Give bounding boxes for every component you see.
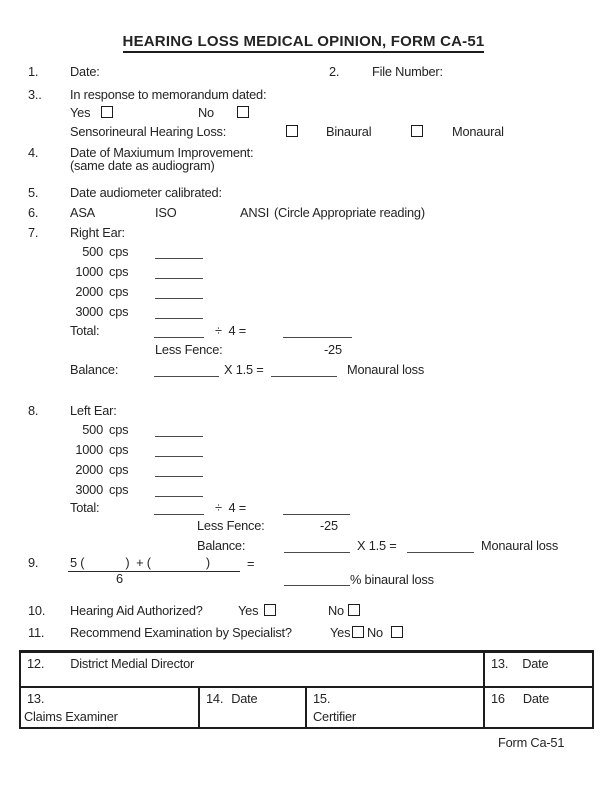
date-14-label: Date xyxy=(231,691,258,706)
left-2000-freq: 2000 xyxy=(75,462,103,477)
date-13-label: Date xyxy=(522,656,549,671)
form-footer: Form Ca-51 xyxy=(498,735,565,750)
item11-number: 11. xyxy=(28,625,45,640)
field-right-total-line[interactable] xyxy=(154,324,204,338)
right-500-label xyxy=(70,244,129,259)
cell-date-13[interactable] xyxy=(485,653,592,686)
cell-date-14[interactable] xyxy=(200,688,307,727)
max-improvement-label: Date of Maxiumum Improvement: xyxy=(70,145,254,160)
specialist-yes-label: Yes xyxy=(330,625,351,640)
cell-date-16[interactable] xyxy=(485,688,592,727)
specialist-yes-checkbox[interactable] xyxy=(352,626,364,638)
field-right-monaural-line[interactable] xyxy=(271,363,337,377)
right-3000-label xyxy=(70,304,129,319)
formula-equals: = xyxy=(247,556,255,571)
specialist-no-label: No xyxy=(367,625,383,640)
cell13b-number: 13. xyxy=(27,691,45,706)
left-500-label xyxy=(70,422,129,437)
cell-certifier[interactable] xyxy=(307,688,485,727)
memo-no-checkbox[interactable] xyxy=(237,106,249,118)
binaural-loss-label: % binaural loss xyxy=(350,572,434,587)
field-right-1000-line[interactable] xyxy=(155,265,203,279)
claims-examiner-label: Claims Examiner xyxy=(24,709,118,724)
field-left-monaural-line[interactable] xyxy=(407,539,474,553)
binaural-label: Binaural xyxy=(326,124,372,139)
date-label: Date: xyxy=(70,64,100,79)
right-2000-freq: 2000 xyxy=(75,284,103,299)
binaural-formula-numerator xyxy=(68,556,240,572)
title-row xyxy=(0,33,607,53)
signature-table xyxy=(19,650,594,729)
left-500-unit: cps xyxy=(109,422,129,437)
right-500-unit: cps xyxy=(109,244,129,259)
specialist-label: Recommend Examination by Specialist? xyxy=(70,625,292,640)
left-total-label: Total: xyxy=(70,500,100,515)
numerator-open: 5 ( xyxy=(70,555,85,570)
field-left-total-line[interactable] xyxy=(154,501,204,515)
memo-yes-checkbox[interactable] xyxy=(101,106,113,118)
field-right-2000-line[interactable] xyxy=(155,285,203,299)
right-balance-label: Balance: xyxy=(70,362,119,377)
right-2000-unit: cps xyxy=(109,284,129,299)
left-1000-unit: cps xyxy=(109,442,129,457)
memo-yes-label: Yes xyxy=(70,105,91,120)
file-number-label: File Number: xyxy=(372,64,443,79)
monaural-checkbox[interactable] xyxy=(411,125,423,137)
item10-number: 10. xyxy=(28,603,46,618)
field-left-1000-line[interactable] xyxy=(155,443,203,457)
item1-number: 1. xyxy=(28,64,39,79)
page-title: HEARING LOSS MEDICAL OPINION, FORM CA-51 xyxy=(123,33,485,53)
left-1000-freq: 1000 xyxy=(75,442,103,457)
right-3000-freq: 3000 xyxy=(75,304,103,319)
district-medical-director-label: District Medial Director xyxy=(70,656,195,671)
right-1000-label xyxy=(70,264,129,279)
field-binaural-result-line[interactable] xyxy=(284,572,350,586)
field-right-balance-line[interactable] xyxy=(154,363,219,377)
right-divide-label: ÷ 4 = xyxy=(215,323,247,338)
right-less-fence-value: -25 xyxy=(324,342,342,357)
left-less-fence-label: Less Fence: xyxy=(197,518,265,533)
field-left-average-line[interactable] xyxy=(283,501,350,515)
hearing-aid-yes-checkbox[interactable] xyxy=(264,604,276,616)
field-right-monaural-value[interactable] xyxy=(84,556,125,566)
left-1000-label xyxy=(70,442,129,457)
hearing-aid-label: Hearing Aid Authorized? xyxy=(70,603,203,618)
cell12-number: 12. xyxy=(27,656,45,671)
field-left-2000-line[interactable] xyxy=(155,463,203,477)
right-1000-freq: 1000 xyxy=(75,264,103,279)
item6-number: 6. xyxy=(28,205,39,220)
field-left-500-line[interactable] xyxy=(155,423,203,437)
field-right-average-line[interactable] xyxy=(283,324,352,338)
left-2000-unit: cps xyxy=(109,462,129,477)
monaural-label: Monaural xyxy=(452,124,504,139)
ansi-option[interactable]: ANSI xyxy=(240,205,270,220)
cell14-number: 14. xyxy=(206,691,224,706)
date-16-label: Date xyxy=(522,691,550,706)
left-multiply-label: X 1.5 = xyxy=(357,538,397,553)
specialist-no-checkbox[interactable] xyxy=(391,626,403,638)
numerator-close: ) xyxy=(205,555,210,570)
right-total-label: Total: xyxy=(70,323,100,338)
item7-number: 7. xyxy=(28,225,39,240)
field-left-3000-line[interactable] xyxy=(155,483,203,497)
right-monaural-loss-label: Monaural loss xyxy=(347,362,425,377)
cell13-number: 13. xyxy=(491,656,509,671)
memo-no-label: No xyxy=(198,105,214,120)
numerator-mid: ) + ( xyxy=(125,555,151,570)
hearing-aid-no-checkbox[interactable] xyxy=(348,604,360,616)
left-balance-label: Balance: xyxy=(197,538,246,553)
field-right-500-line[interactable] xyxy=(155,245,203,259)
item4-number: 4. xyxy=(28,145,39,160)
item8-number: 8. xyxy=(28,403,39,418)
left-3000-freq: 3000 xyxy=(75,482,103,497)
formula-denominator: 6 xyxy=(116,571,123,586)
item3-number: 3.. xyxy=(28,87,42,102)
left-monaural-loss-label: Monaural loss xyxy=(481,538,559,553)
right-multiply-label: X 1.5 = xyxy=(224,362,264,377)
hearing-aid-yes-label: Yes xyxy=(238,603,259,618)
right-ear-label: Right Ear: xyxy=(70,225,125,240)
left-500-freq: 500 xyxy=(82,422,103,437)
signature-table-row2 xyxy=(21,688,592,727)
left-less-fence-value: -25 xyxy=(320,518,338,533)
max-improvement-note: (same date as audiogram) xyxy=(70,158,215,173)
right-3000-unit: cps xyxy=(109,304,129,319)
field-left-balance-line[interactable] xyxy=(284,539,350,553)
left-3000-label xyxy=(70,482,129,497)
cell16-number: 16 xyxy=(491,691,505,706)
item5-number: 5. xyxy=(28,185,39,200)
asa-option[interactable]: ASA xyxy=(70,205,96,220)
memorandum-label: In response to memorandum dated: xyxy=(70,87,267,102)
cell-district-medical-director[interactable] xyxy=(21,653,485,686)
field-right-3000-line[interactable] xyxy=(155,305,203,319)
left-3000-unit: cps xyxy=(109,482,129,497)
circle-reading-note: (Circle Appropriate reading) xyxy=(274,205,425,220)
hearing-aid-no-label: No xyxy=(328,603,344,618)
sensorineural-label: Sensorineural Hearing Loss: xyxy=(70,124,227,139)
field-left-monaural-value[interactable] xyxy=(151,556,206,566)
right-2000-label xyxy=(70,284,129,299)
audiometer-label: Date audiometer calibrated: xyxy=(70,185,222,200)
right-500-freq: 500 xyxy=(82,244,103,259)
right-1000-unit: cps xyxy=(109,264,129,279)
certifier-label: Certifier xyxy=(313,709,356,724)
left-2000-label xyxy=(70,462,129,477)
right-less-fence-label: Less Fence: xyxy=(155,342,223,357)
iso-option[interactable]: ISO xyxy=(155,205,177,220)
left-divide-label: ÷ 4 = xyxy=(215,500,247,515)
cell-claims-examiner[interactable] xyxy=(21,688,200,727)
binaural-checkbox[interactable] xyxy=(286,125,298,137)
item9-number: 9. xyxy=(28,555,39,570)
item2-number: 2. xyxy=(329,64,340,79)
cell15-number: 15. xyxy=(313,691,331,706)
left-ear-label: Left Ear: xyxy=(70,403,117,418)
signature-table-row1 xyxy=(21,653,592,688)
